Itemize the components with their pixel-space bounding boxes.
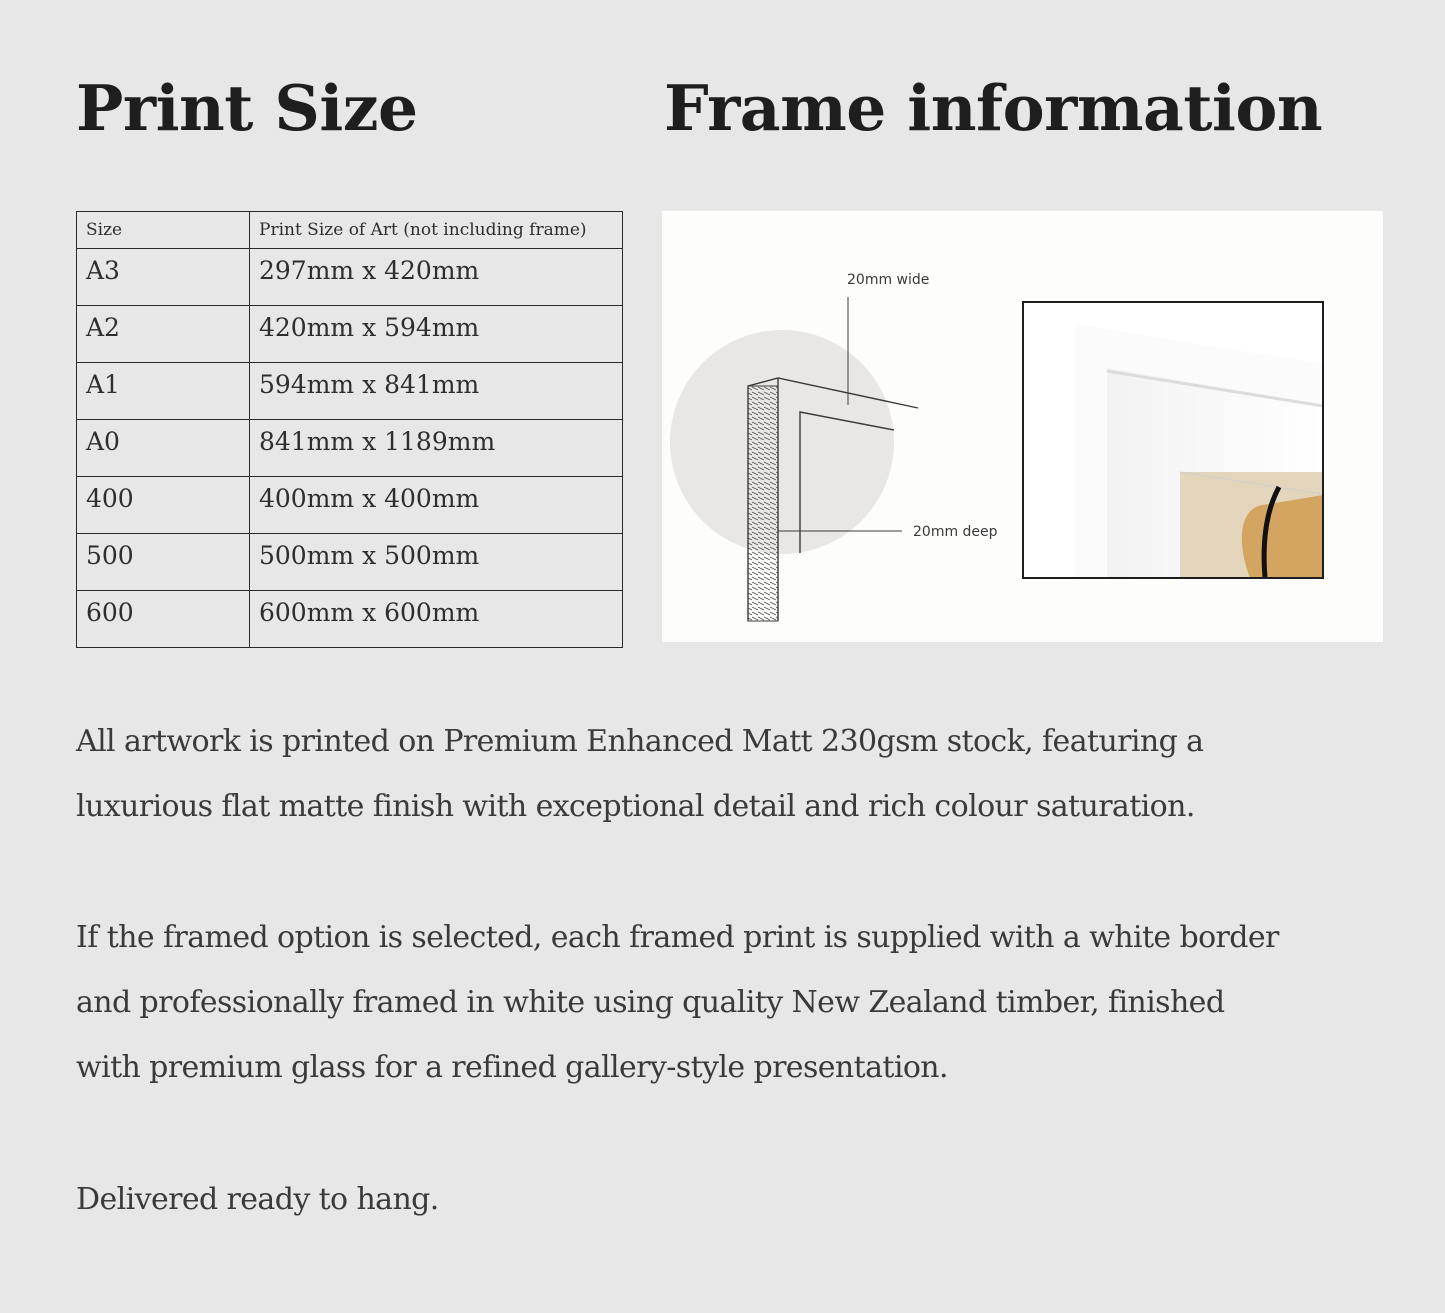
column-header-print-size: Print Size of Art (not including frame) [250,212,623,249]
dimension-cell: 297mm x 420mm [250,249,623,306]
frame-diagram-panel [662,211,1383,642]
table-row [77,477,623,534]
size-cell: 500 [77,534,250,591]
size-cell: 600 [77,591,250,648]
table-row [77,306,623,363]
print-size-heading: Print Size [76,71,418,145]
depth-label: 20mm deep [913,524,998,540]
table-row [77,363,623,420]
paragraph-line: luxurious flat matte finish with exceptional detail and rich colour saturation. [76,789,1195,824]
dimension-cell: 500mm x 500mm [250,534,623,591]
paragraph-delivery [76,1167,1406,1232]
dimension-cell: 400mm x 400mm [250,477,623,534]
frame-diagram [662,211,1383,642]
dimension-cell: 420mm x 594mm [250,306,623,363]
table-row [77,534,623,591]
frame-information-heading: Frame information [664,71,1323,145]
paragraph-line: and professionally framed in white using quality New Zealand timber, finished [76,985,1225,1020]
paragraph-line: with premium glass for a refined gallery-style presentation. [76,1050,948,1085]
dimension-cell: 594mm x 841mm [250,363,623,420]
paragraph-line: Delivered ready to hang. [76,1182,439,1217]
paragraph-framing [76,905,1406,1100]
paragraph-print-stock [76,709,1406,839]
size-cell: A0 [77,420,250,477]
size-cell: 400 [77,477,250,534]
table-header-row [77,212,623,249]
background-circle [670,330,894,554]
paragraph-line: All artwork is printed on Premium Enhanced Matt 230gsm stock, featuring a [76,724,1204,759]
column-header-size: Size [77,212,250,249]
dimension-cell: 841mm x 1189mm [250,420,623,477]
table-row [77,420,623,477]
size-cell: A1 [77,363,250,420]
width-label: 20mm wide [847,272,930,288]
size-cell: A2 [77,306,250,363]
frame-corner-photo [1023,302,1323,578]
frame-side-hatching [748,386,778,621]
table-row [77,249,623,306]
table-row [77,591,623,648]
print-size-table [76,211,623,648]
dimension-cell: 600mm x 600mm [250,591,623,648]
paragraph-line: If the framed option is selected, each framed print is supplied with a white border [76,920,1279,955]
size-cell: A3 [77,249,250,306]
